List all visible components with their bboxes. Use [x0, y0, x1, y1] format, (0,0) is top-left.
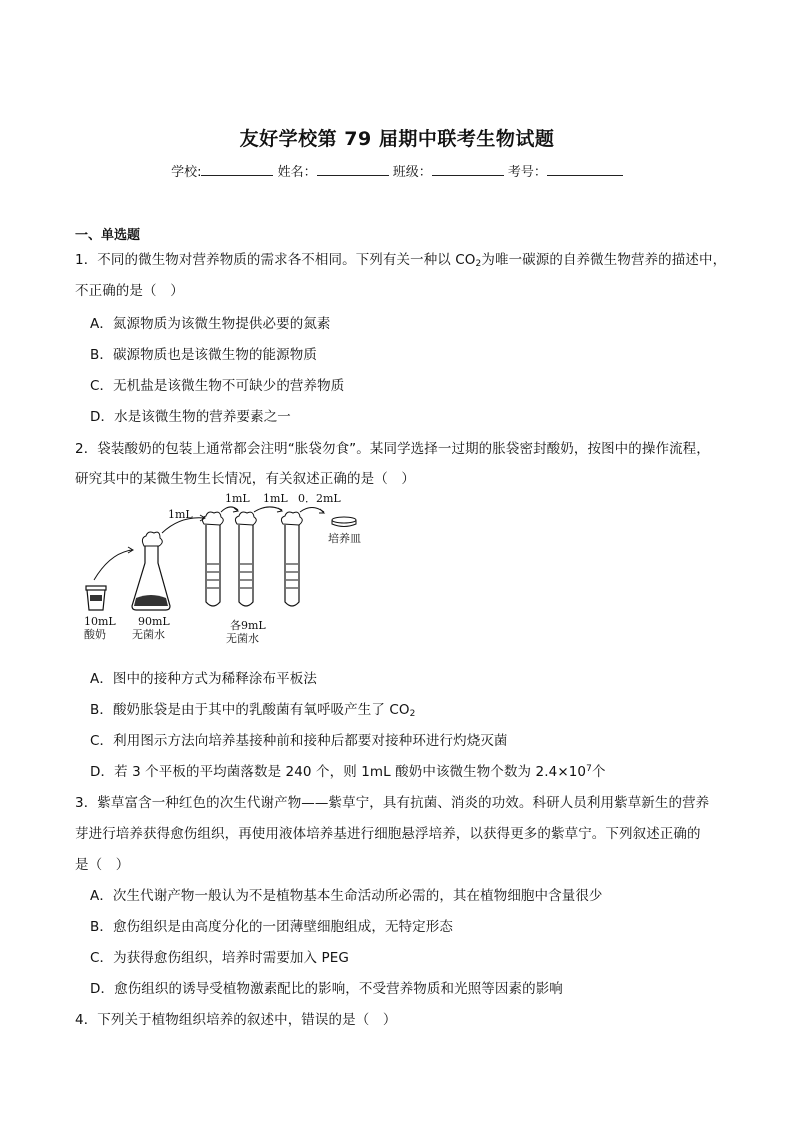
dilution-procedure-diagram [80, 488, 380, 648]
q3-option-d[interactable]: D．愈伤组织的诱导受植物激素配比的影响，不受营养物质和光照等因素的影响 [90, 981, 563, 997]
q3-option-a[interactable]: A．次生代谢产物一般认为不是植物基本生命活动所必需的，其在植物细胞中含量很少 [90, 888, 603, 904]
yogurt-volume-label: 10mL [84, 615, 116, 628]
student-info-line [0, 161, 794, 180]
exam-title: 友好学校第 79 届期中联考生物试题 [239, 128, 555, 150]
q1-option-a[interactable]: A．氮源物质为该微生物提供必要的氮素 [90, 316, 331, 332]
petri-dish-label: 培养皿 [328, 532, 361, 545]
q1-stem-line-2: 不正确的是（ ） [75, 283, 184, 299]
test-tube-2-icon [235, 512, 256, 606]
tubes-water-label: 无菌水 [226, 632, 259, 645]
q2-stem-line-1: 2．袋装酸奶的包装上通常都会注明“胀袋勿食”。某同学选择一过期的胀袋密封酸奶，按图中的操作流程， [75, 441, 710, 457]
petri-dish-icon [332, 517, 356, 527]
q3-option-c[interactable]: C．为获得愈伤组织，培养时需要加入 PEG [90, 950, 349, 966]
q1-option-b[interactable]: B．碳源物质也是该微生物的能源物质 [90, 347, 317, 363]
transfer-arrow-4 [254, 507, 282, 512]
yogurt-label: 酸奶 [84, 628, 106, 641]
transfer-volume-4: 0．2mL [298, 492, 341, 505]
q2-stem-line-2: 研究其中的某微生物生长情况，有关叙述正确的是（ ） [75, 471, 415, 487]
q1-stem-line-1: 1．不同的微生物对营养物质的需求各不相同。下列有关一种以 $CO_2$为唯一碳源的自养微生物营养的描述中， [75, 252, 727, 269]
exam-no-label: 考号： [507, 165, 547, 180]
name-label: 姓名： [277, 165, 317, 180]
flask-volume-label: 90mL [138, 615, 170, 628]
q3-stem-line-1: 3．紫草富含一种红色的次生代谢产物——紫草宁，具有抗菌、消炎的功效。科研人员利用紫草新生的营养 [75, 795, 710, 811]
transfer-volume-1: 1mL [168, 508, 193, 521]
tubes-volume-label: 各9mL [230, 619, 266, 632]
q2-option-d[interactable]: D．若 3 个平板的平均菌落数是 240 个，则 1mL 酸奶中该微生物个数为 $2.4\times 10^7$个 [90, 764, 606, 780]
flask-water-label: 无菌水 [132, 628, 165, 641]
school-blank[interactable] [201, 163, 273, 176]
q1-option-d[interactable]: D．水是该微生物的营养要素之一 [90, 409, 291, 425]
flask-icon [132, 532, 170, 610]
test-tube-3-icon [281, 512, 302, 606]
transfer-arrow-1 [94, 550, 132, 580]
transfer-volume-2: 1mL [225, 492, 250, 505]
q2-option-a[interactable]: A．图中的接种方式为稀释涂布平板法 [90, 671, 317, 687]
exam-no-blank[interactable] [547, 163, 623, 176]
transfer-volume-3: 1mL [263, 492, 288, 505]
name-blank[interactable] [317, 163, 389, 176]
class-blank[interactable] [432, 163, 504, 176]
test-tube-1-icon [202, 512, 223, 606]
yogurt-cup-icon [86, 586, 106, 610]
q3-stem-line-2: 芽进行培养获得愈伤组织，再使用液体培养基进行细胞悬浮培养，以获得更多的紫草宁。下列叙述正确的 [75, 826, 701, 842]
q3-stem-line-3: 是（ ） [75, 857, 130, 873]
q4-stem-line-1: 4．下列关于植物组织培养的叙述中，错误的是（ ） [75, 1012, 397, 1028]
class-label: 班级： [392, 165, 432, 180]
q2-option-b[interactable]: B．酸奶胀袋是由于其中的乳酸菌有氧呼吸产生了 $CO_2$ [90, 702, 416, 719]
section-heading: 一、单选题 [75, 228, 141, 243]
school-label: 学校: [171, 165, 202, 180]
q2-option-c[interactable]: C．利用图示方法向培养基接种前和接种后都要对接种环进行灼烧灭菌 [90, 733, 508, 749]
q1-option-c[interactable]: C．无机盐是该微生物不可缺少的营养物质 [90, 378, 345, 394]
q3-option-b[interactable]: B．愈伤组织是由高度分化的一团薄壁细胞组成，无特定形态 [90, 919, 453, 935]
